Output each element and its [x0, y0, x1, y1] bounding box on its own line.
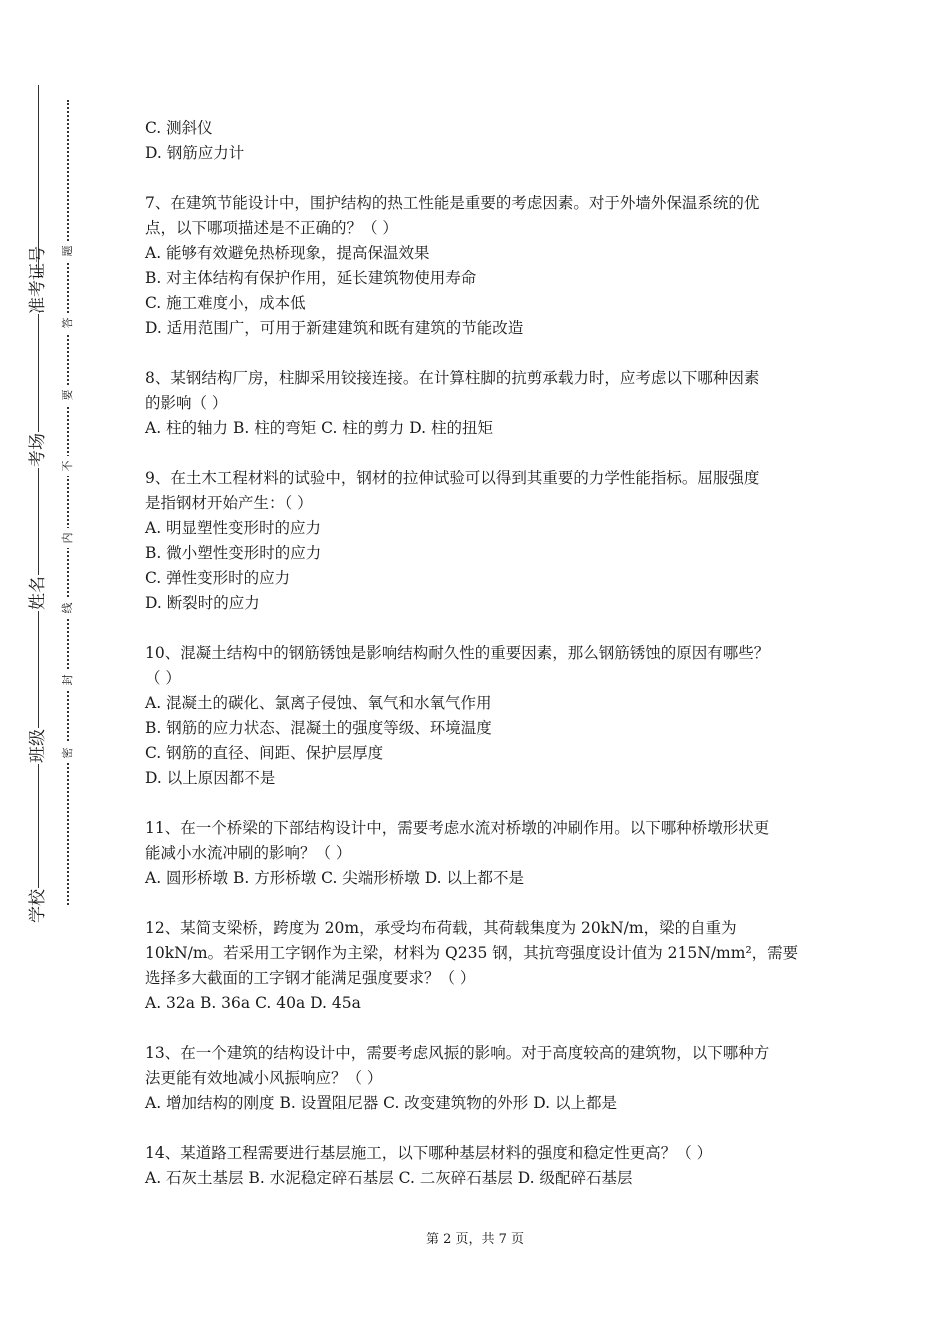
seal-char: 题 [61, 241, 75, 261]
question-8 [145, 366, 810, 441]
seal-char: 内 [61, 528, 75, 548]
question-9 [145, 466, 810, 616]
option-line: A. 柱的轴力 B. 柱的弯矩 C. 柱的剪力 D. 柱的扭矩 [145, 419, 493, 437]
school-field-label: 学校 [20, 888, 56, 924]
option-line: D. 适用范围广，可用于新建建筑和既有建筑的节能改造 [145, 319, 524, 337]
option-line: D. 断裂时的应力 [145, 594, 260, 612]
question-11 [145, 816, 810, 891]
question-text: 是指钢材开始产生：（ ） [145, 494, 313, 512]
question-text: 10kN/m。若采用工字钢作为主梁，材料为 Q235 钢，其抗弯强度设计值为 215N/mm²，需要 [145, 944, 799, 962]
option-line: D. 以上原因都不是 [145, 769, 276, 787]
binding-solid-line [38, 85, 39, 905]
question-text: 选择多大截面的工字钢才能满足强度要求？（ ） [145, 969, 476, 987]
option-line: D. 钢筋应力计 [145, 144, 245, 162]
page-number: 第 2 页，共 7 页 [425, 1232, 525, 1247]
option-line: B. 对主体结构有保护作用，延长建筑物使用寿命 [145, 269, 477, 287]
question-text: 8、某钢结构厂房，柱脚采用铰接连接。在计算柱脚的抗剪承载力时，应考虑以下哪种因素 [145, 369, 760, 387]
option-line: A. 石灰土基层 B. 水泥稳定碎石基层 C. 二灰碎石基层 D. 级配碎石基层 [145, 1169, 633, 1187]
ticket-number-field-label: 准考证号 [20, 278, 56, 314]
question-text: 的影响（ ） [145, 394, 228, 412]
question-text: 13、在一个建筑的结构设计中，需要考虑风振的影响。对于高度较高的建筑物，以下哪种方 [145, 1044, 770, 1062]
question-text: 点，以下哪项描述是不正确的？（ ） [145, 219, 398, 237]
option-line: A. 增加结构的刚度 B. 设置阻尼器 C. 改变建筑物的外形 D. 以上都是 [145, 1094, 617, 1112]
exam-room-field-label: 考场 [20, 432, 56, 468]
option-line: C. 测斜仪 [145, 119, 213, 137]
question-12 [145, 916, 810, 1016]
option-line: C. 施工难度小，成本低 [145, 294, 306, 312]
seal-char: 要 [61, 385, 75, 405]
question-13 [145, 1041, 810, 1116]
seal-char: 封 [61, 670, 75, 690]
question-14 [145, 1141, 810, 1191]
question-text: 10、混凝土结构中的钢筋锈蚀是影响结构耐久性的重要因素，那么钢筋锈蚀的原因有哪些？ [145, 644, 770, 662]
option-line: B. 微小塑性变形时的应力 [145, 544, 322, 562]
option-line: A. 混凝土的碳化、氯离子侵蚀、氧气和水氧气作用 [145, 694, 492, 712]
seal-char: 不 [61, 456, 75, 476]
question-list [145, 116, 810, 1191]
class-field-label: 班级 [20, 728, 56, 764]
question-text: 7、在建筑节能设计中，围护结构的热工性能是重要的考虑因素。对于外墙外保温系统的优 [145, 194, 760, 212]
question-text: 法更能有效地减小风振响应？（ ） [145, 1069, 383, 1087]
seal-dotted-line [67, 100, 69, 905]
option-line: B. 钢筋的应力状态、混凝土的强度等级、环境温度 [145, 719, 492, 737]
question-text: 12、某简支梁桥，跨度为 20m，承受均布荷载，其荷载集度为 20kN/m，梁的自重为 [145, 919, 737, 937]
question-text: 14、某道路工程需要进行基层施工，以下哪种基层材料的强度和稳定性更高？（ ） [145, 1144, 713, 1162]
question-text: 9、在土木工程材料的试验中，钢材的拉伸试验可以得到其重要的力学性能指标。屈服强度 [145, 469, 760, 487]
option-line: C. 弹性变形时的应力 [145, 569, 291, 587]
binding-margin [0, 0, 110, 1344]
option-line: A. 明显塑性变形时的应力 [145, 519, 322, 537]
option-line: A. 能够有效避免热桥现象，提高保温效果 [145, 244, 430, 262]
question-text: 11、在一个桥梁的下部结构设计中，需要考虑水流对桥墩的冲刷作用。以下哪种桥墩形状更 [145, 819, 770, 837]
question-6-tail [145, 116, 810, 166]
seal-char: 答 [61, 313, 75, 333]
name-field-label: 姓名 [20, 575, 56, 611]
option-line: C. 钢筋的直径、间距、保护层厚度 [145, 744, 384, 762]
option-line: A. 圆形桥墩 B. 方形桥墩 C. 尖端形桥墩 D. 以上都不是 [145, 869, 524, 887]
option-line: A. 32a B. 36a C. 40a D. 45a [145, 994, 361, 1012]
question-10 [145, 641, 810, 791]
seal-char: 线 [61, 598, 75, 618]
question-7 [145, 191, 810, 341]
question-text: 能减小水流冲刷的影响？（ ） [145, 844, 352, 862]
question-text: （ ） [145, 669, 181, 687]
seal-char: 密 [61, 743, 75, 763]
